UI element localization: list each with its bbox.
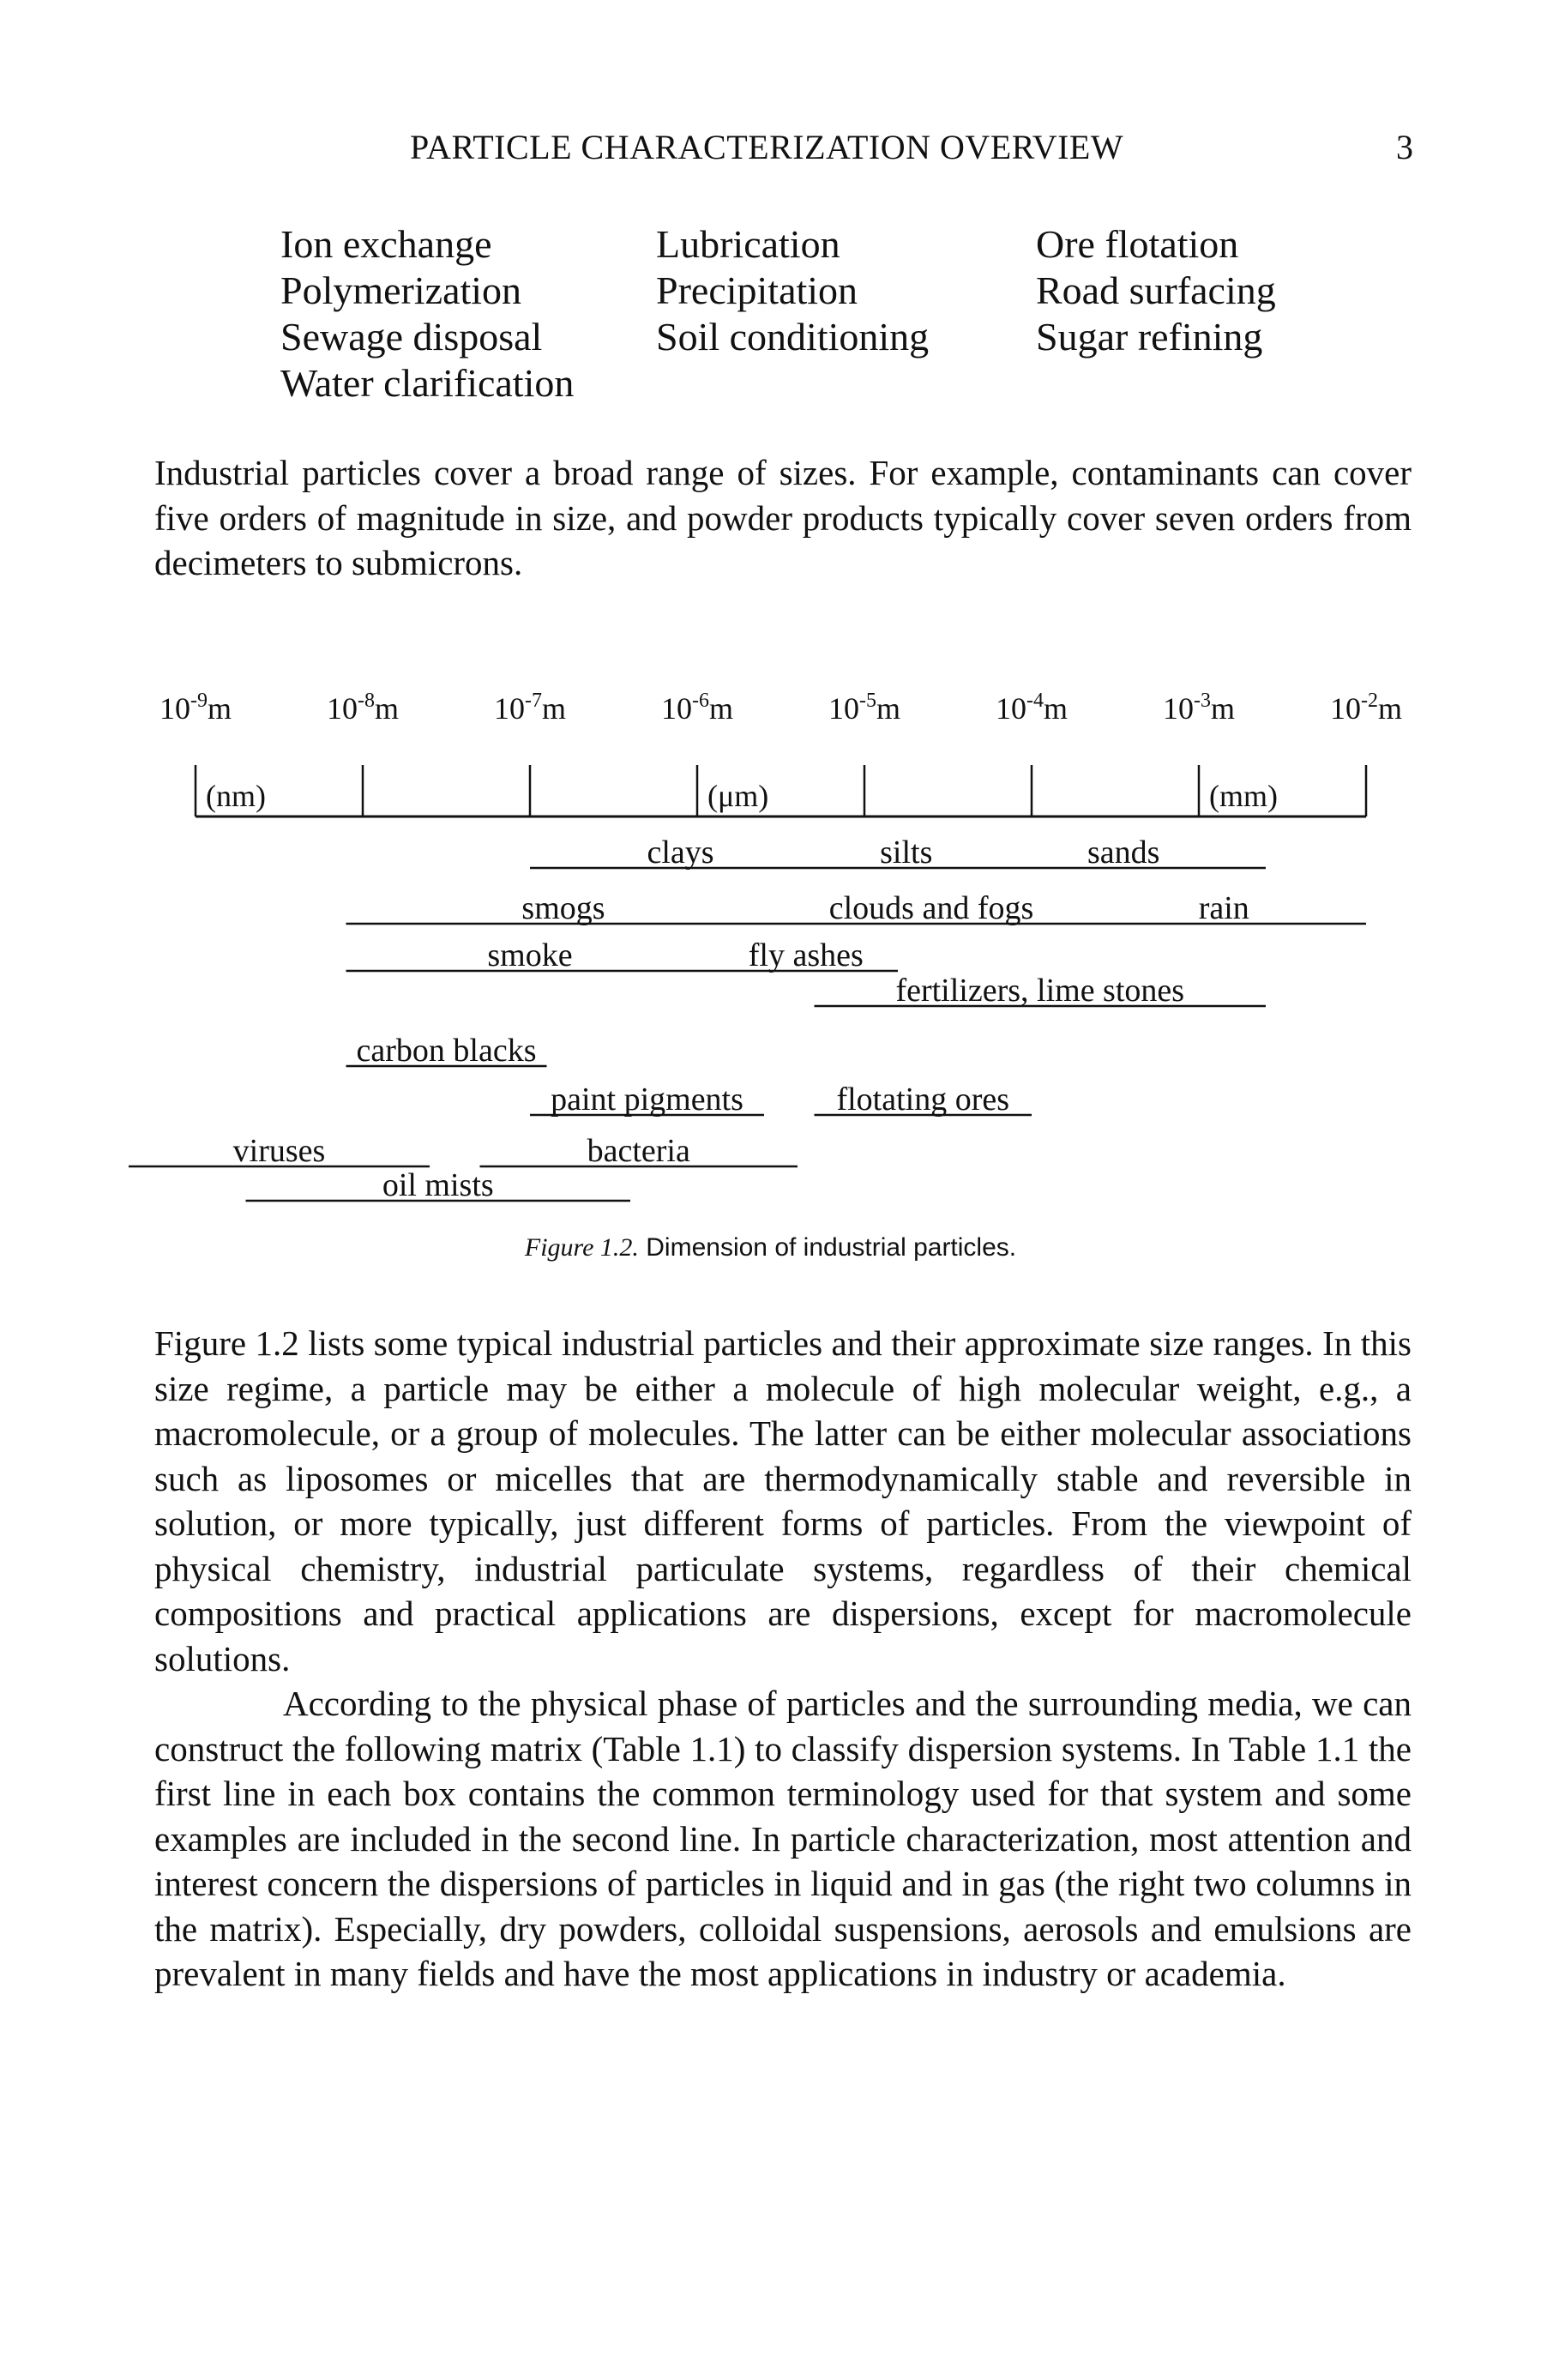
range-label: paint pigments <box>551 1082 743 1118</box>
unit-label: (nm) <box>206 779 266 813</box>
tick-label: $10^{-8}m$ <box>326 690 400 726</box>
running-head: PARTICLE CHARACTERIZATION OVERVIEW <box>410 128 1124 166</box>
tick-label: $10^{-4}m$ <box>995 690 1068 726</box>
range-label: viruses <box>232 1133 326 1169</box>
range-label: sands <box>1087 835 1160 871</box>
unit-label: (mm) <box>1209 779 1278 813</box>
range-label: smogs <box>521 890 605 926</box>
range-label: fly ashes <box>748 937 864 973</box>
figure-label: Figure 1.2. <box>524 1233 639 1262</box>
tick-label: $10^{-6}m$ <box>660 690 734 726</box>
unit-label: (μm) <box>707 779 769 813</box>
range-label: fertilizers, lime stones <box>895 973 1185 1009</box>
tick-label: $10^{-2}m$ <box>1329 690 1403 726</box>
range-label: smoke <box>487 937 573 973</box>
range-label: clays <box>647 835 714 871</box>
applications-column-3 <box>1036 221 1276 360</box>
particle-size-figure <box>0 669 1541 1226</box>
range-label: flotating ores <box>836 1082 1010 1118</box>
application-item: Sugar refining <box>1036 315 1263 359</box>
tick-label: $10^{-9}m$ <box>159 690 232 726</box>
range-label: silts <box>880 835 933 871</box>
intro-paragraph: Industrial particles cover a broad range of sizes. For example, contaminants can cover five orders of magnitude in size, and powder products typically cover seven orders from decimeters to submicrons. <box>154 453 1412 582</box>
range-label: bacteria <box>587 1133 690 1169</box>
range-label: carbon blacks <box>356 1033 537 1069</box>
application-item: Road surfacing <box>1036 268 1276 312</box>
application-item: Sewage disposal <box>280 315 543 359</box>
figure-caption-text: Dimension of industrial particles. <box>646 1233 1017 1262</box>
applications-column-1 <box>280 221 574 407</box>
range-label: oil mists <box>382 1167 494 1203</box>
application-item: Lubrication <box>656 222 840 266</box>
figure-caption <box>0 1233 1541 1262</box>
application-item: Soil conditioning <box>656 315 930 359</box>
application-item: Polymerization <box>280 268 522 312</box>
tick-label: $10^{-7}m$ <box>493 690 567 726</box>
page-number: 3 <box>1396 128 1413 166</box>
tick-label: $10^{-3}m$ <box>1162 690 1236 726</box>
applications-column-2 <box>656 221 929 360</box>
application-item: Ion exchange <box>280 222 492 266</box>
range-label: rain <box>1198 890 1249 926</box>
tick-label: $10^{-5}m$ <box>828 690 901 726</box>
application-item: Ore flotation <box>1036 222 1239 266</box>
application-item: Precipitation <box>656 268 858 312</box>
body-paragraph-1: Figure 1.2 lists some typical industrial particles and their approximate size ranges. In this size regime, a particle may be either a molecule of high molecular weight, e.g., a macromolecule, or a group of molecules. The latter can be either molecular associations such as liposomes or micelles that are thermodynamically stable and reversible in solution, or more typically, just different forms of particles. From the viewpoint of physical chemistry, industrial particulate systems, regardless of their chemical compositions and practical applications are dispersions, except for macromolecule solutions. <box>154 1323 1412 1678</box>
application-item: Water clarification <box>280 361 575 405</box>
body-paragraph-2: According to the physical phase of particles and the surrounding media, we can construct the following matrix (Table 1.1) to classify dispersion systems. In Table 1.1 the first line in each box contains the common terminology used for that system and some examples are included in the second line. In particle characterization, most attention and interest concern the dispersions of particles in liquid and in gas (the right two columns in the matrix). Especially, dry powders, colloidal suspensions, aerosols and emulsions are prevalent in many fields and have the most applications in industry or academia. <box>154 1684 1412 1993</box>
range-label: clouds and fogs <box>828 890 1034 926</box>
